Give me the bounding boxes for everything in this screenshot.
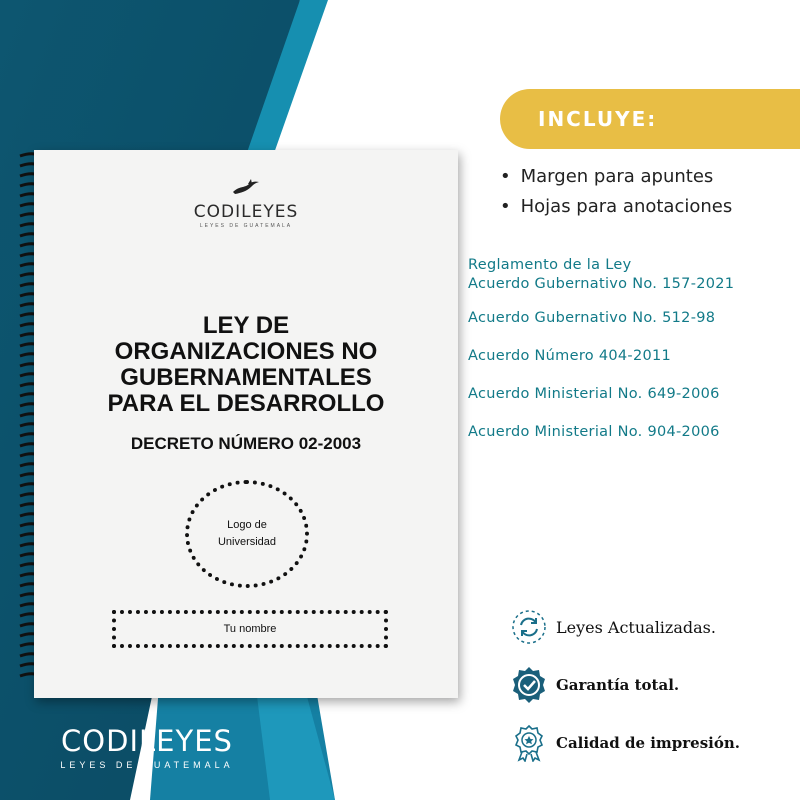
cover-title-line: GUBERNAMENTALES <box>120 364 372 391</box>
cover-brand-name: CODILEYES <box>193 202 299 222</box>
brand-name: CODILEYES <box>61 724 233 758</box>
cover-title-line: ORGANIZACIONES NO <box>114 338 378 365</box>
includes-heading: INCLUYE: <box>538 107 658 131</box>
features-list <box>510 608 740 782</box>
list-item: • Margen para apuntes <box>500 166 732 187</box>
name-placeholder-box <box>112 610 388 648</box>
bird-logo-icon <box>231 178 261 198</box>
brand-logo <box>52 724 242 770</box>
feature-label: Leyes Actualizadas. <box>556 617 716 637</box>
document-item: Acuerdo Número 404-2011 <box>468 348 672 364</box>
quality-ribbon-icon <box>510 724 548 762</box>
document-item: Acuerdo Gubernativo No. 157-2021 <box>468 276 735 292</box>
feature-item <box>510 666 740 704</box>
documents-list <box>468 256 734 442</box>
includes-banner <box>500 89 800 149</box>
cover-decree: DECRETO NÚMERO 02-2003 <box>130 434 362 453</box>
includes-list <box>500 166 732 226</box>
feature-label: Calidad de impresión. <box>556 734 741 752</box>
logo-placeholder-text: Logo de Universidad <box>217 519 277 548</box>
university-logo-placeholder <box>185 480 309 588</box>
brand-tagline: LEYES DE GUATEMALA <box>60 760 234 770</box>
feature-item <box>510 724 740 762</box>
document-item: Acuerdo Gubernativo No. 512-98 <box>468 310 716 326</box>
list-item: • Hojas para anotaciones <box>500 196 732 217</box>
cover-logo <box>34 178 458 229</box>
refresh-icon <box>510 608 548 646</box>
name-placeholder-text: Tu nombre <box>223 623 277 635</box>
document-item: Acuerdo Ministerial No. 649-2006 <box>468 386 720 402</box>
check-badge-icon <box>510 666 548 704</box>
cover-title <box>34 313 458 417</box>
cover-title-line: PARA EL DESARROLLO <box>107 390 385 417</box>
document-item: Acuerdo Ministerial No. 904-2006 <box>468 424 720 440</box>
cover-title-line: LEY DE <box>202 312 290 339</box>
feature-label: Garantía total. <box>556 676 680 694</box>
notebook-cover <box>34 150 458 698</box>
cover-brand-tagline: LEYES DE GUATEMALA <box>199 223 293 229</box>
feature-item <box>510 608 740 646</box>
document-item: Reglamento de la Ley <box>468 257 632 273</box>
